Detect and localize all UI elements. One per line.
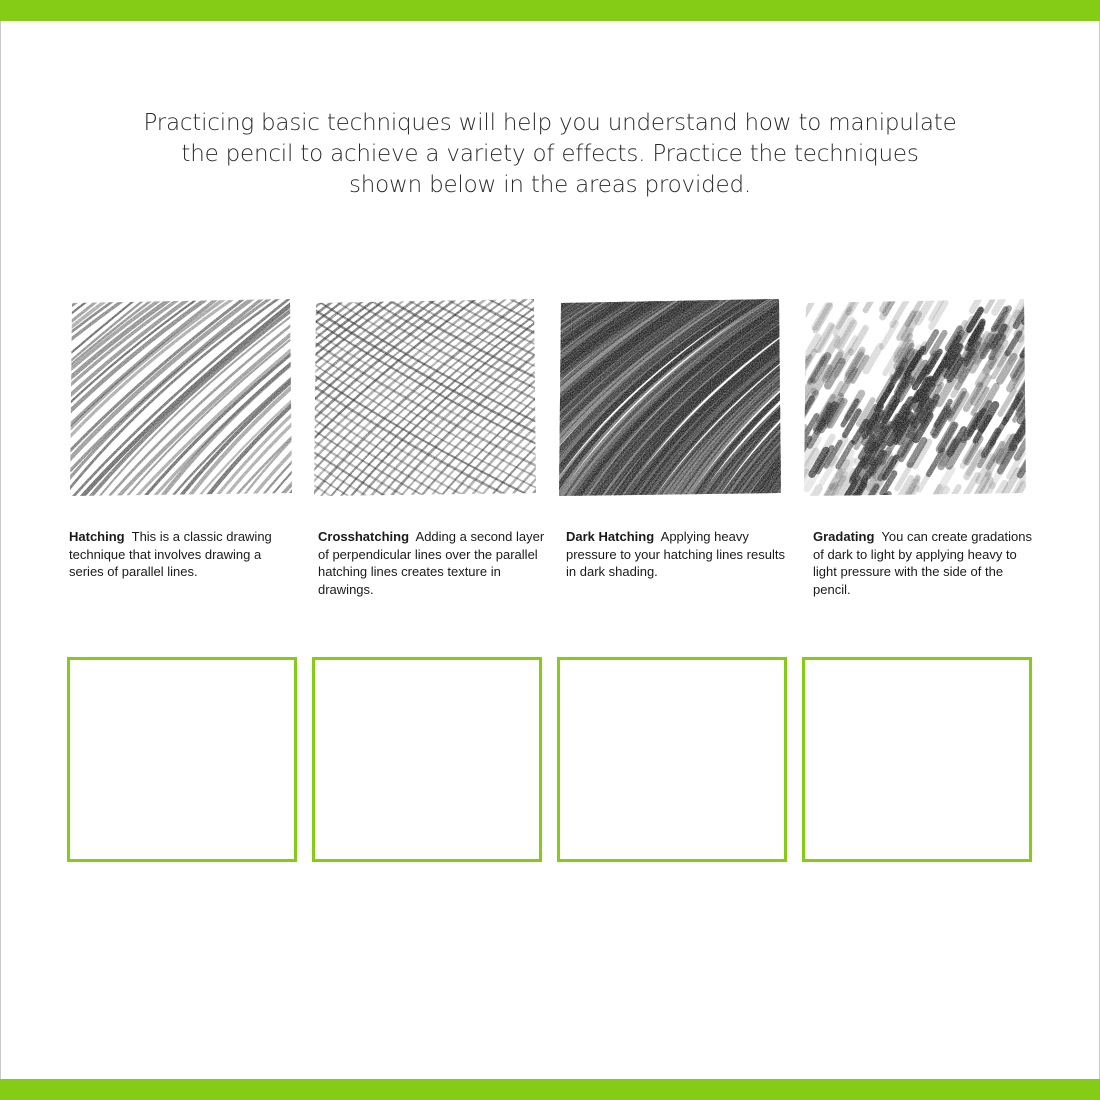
intro-paragraph (140, 108, 960, 201)
hatching-sample-illustration (68, 297, 294, 498)
technique-title: Dark Hatching (566, 529, 655, 544)
paper-grain-texture (557, 297, 783, 498)
technique-description: This is a classic drawing technique that involves drawing a series of parallel lines. (69, 529, 272, 579)
hatching-practice-area[interactable] (67, 657, 297, 862)
top-accent-bar (0, 0, 1100, 21)
paper-grain-texture (802, 297, 1028, 498)
gradating-caption (813, 528, 1033, 598)
gradating-sample-illustration (802, 297, 1028, 498)
pencil-stroke (802, 427, 804, 451)
crosshatching-sample-illustration (312, 297, 538, 498)
pencil-stroke (802, 358, 804, 382)
intro-line: shown below in the areas provided. (348, 172, 752, 198)
technique-description: Adding a second layer of perpendicular lines over the parallel hatching lines creates texture in drawings. (318, 529, 545, 597)
dark-hatching-sample-illustration (557, 297, 783, 498)
technique-title: Gradating (813, 529, 875, 544)
paper-grain-texture (312, 297, 538, 498)
intro-line: Practicing basic techniques will help you understand how to manipulate (143, 110, 957, 136)
pencil-stroke (782, 297, 783, 498)
technique-title: Crosshatching (318, 529, 410, 544)
gradating-practice-area[interactable] (802, 657, 1032, 862)
technique-description: Applying heavy pressure to your hatching lines results in dark shading. (566, 529, 785, 579)
crosshatching-caption (318, 528, 548, 598)
bottom-accent-bar (0, 1079, 1100, 1100)
pencil-stroke (1024, 302, 1028, 322)
technique-description: You can create gradations of dark to light by applying heavy to light pressure with the side of the pencil. (813, 529, 1032, 597)
pencil-stroke (843, 495, 855, 498)
hatching-caption (69, 528, 299, 581)
paper-grain-texture (68, 297, 294, 498)
pencil-stroke (1027, 331, 1028, 351)
dark-hatching-practice-area[interactable] (557, 657, 787, 862)
technique-title: Hatching (69, 529, 125, 544)
pencil-stroke (874, 496, 886, 498)
intro-line: the pencil to achieve a variety of effects. Practice the techniques (181, 141, 919, 167)
crosshatching-practice-area[interactable] (312, 657, 542, 862)
dark-hatching-caption (566, 528, 786, 581)
